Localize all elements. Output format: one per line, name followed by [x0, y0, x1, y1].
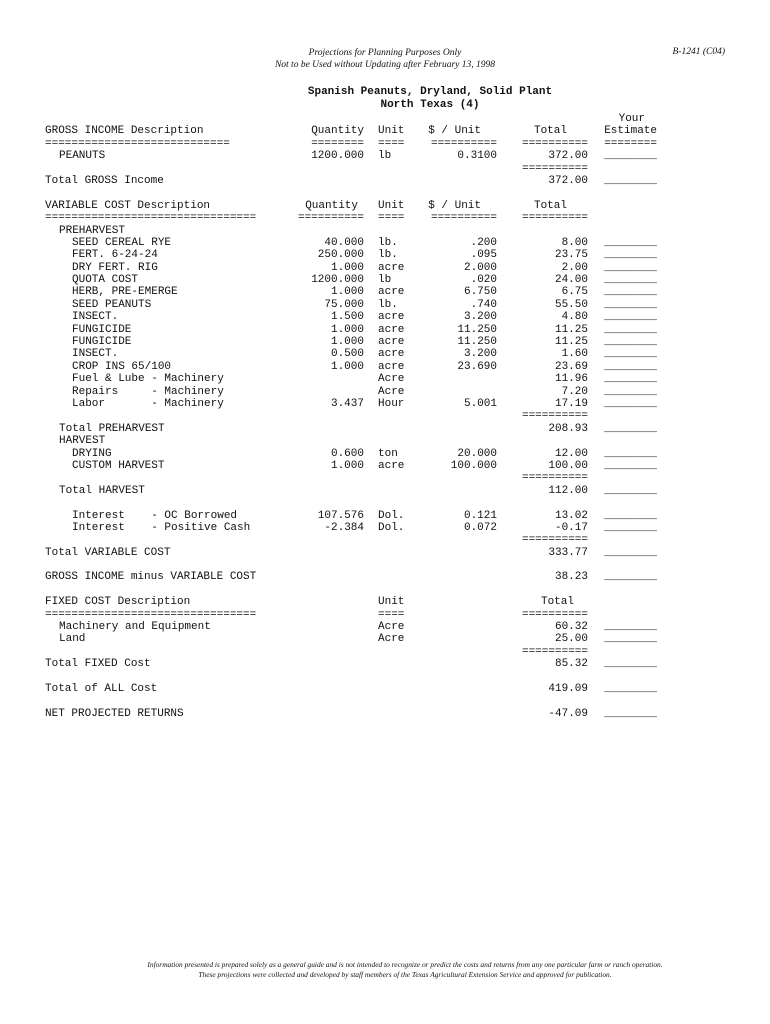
- budget-title: [0, 86, 770, 112]
- row-total: 100.00: [548, 459, 588, 472]
- total-variable-label: Total VARIABLE COST: [45, 546, 171, 559]
- row-unit: ton: [378, 447, 398, 460]
- row-unit: acre: [378, 360, 405, 373]
- row-desc: Repairs - Machinery: [72, 385, 224, 398]
- row-unit: acre: [378, 348, 405, 361]
- row-total: 4.80: [561, 311, 588, 324]
- rule: ====: [378, 608, 405, 621]
- estimate-blank[interactable]: ________: [604, 459, 657, 472]
- estimate-blank[interactable]: ________: [604, 348, 657, 361]
- estimate-blank[interactable]: ________: [604, 621, 657, 634]
- rule: ========: [604, 137, 657, 150]
- page-footer: [0, 960, 770, 980]
- row-desc: Land: [59, 633, 86, 646]
- row-total: 1.60: [561, 348, 588, 361]
- table-row: [45, 262, 665, 274]
- row-price: .200: [470, 236, 497, 249]
- col-desc-header: FIXED COST Description: [45, 596, 191, 609]
- row-total: 7.20: [561, 385, 588, 398]
- row-total: 8.00: [561, 236, 588, 249]
- row-unit: acre: [378, 323, 405, 336]
- separator: [45, 472, 665, 484]
- table-row: [45, 510, 665, 522]
- col-desc-header: VARIABLE COST Description: [45, 199, 211, 212]
- row-qty: 1.000: [330, 459, 364, 472]
- table-row: [45, 460, 665, 472]
- col-total-header: Total: [533, 125, 567, 138]
- row-price: 23.690: [457, 360, 497, 373]
- table-row: [45, 386, 665, 398]
- gross-minus-variable-value: 38.23: [554, 571, 588, 584]
- row-qty: 1.000: [330, 286, 364, 299]
- row-qty: 250.000: [317, 249, 364, 262]
- separator: [45, 163, 665, 175]
- fixed-cost-underline: [45, 609, 665, 621]
- row-unit: lb.: [378, 236, 398, 249]
- row-total: 23.69: [554, 360, 588, 373]
- section-label: PREHARVEST: [59, 224, 126, 237]
- row-total: 12.00: [554, 447, 588, 460]
- row-desc: PEANUTS: [59, 150, 106, 163]
- estimate-blank[interactable]: ________: [604, 150, 657, 163]
- rule: ==========: [521, 534, 588, 547]
- row-unit: acre: [378, 311, 405, 324]
- table-row: [45, 336, 665, 348]
- table-row: [45, 150, 665, 162]
- col-estimate-header: Estimate: [604, 125, 657, 138]
- col-qty-header: Quantity: [311, 125, 364, 138]
- estimate-blank[interactable]: ________: [604, 286, 657, 299]
- estimate-blank[interactable]: ________: [604, 298, 657, 311]
- total-fixed-value: 85.32: [554, 658, 588, 671]
- row-desc: Interest - OC Borrowed: [72, 509, 238, 522]
- row-total: 23.75: [554, 249, 588, 262]
- net-returns-label: NET PROJECTED RETURNS: [45, 707, 184, 720]
- table-row: [45, 621, 665, 633]
- rule: ====: [378, 137, 405, 150]
- row-unit: lb.: [378, 249, 398, 262]
- row-unit: acre: [378, 286, 405, 299]
- net-returns-row: [45, 708, 665, 720]
- total-all-cost-label: Total of ALL Cost: [45, 682, 158, 695]
- total-fixed-row: [45, 658, 665, 670]
- estimate-blank[interactable]: ________: [604, 682, 657, 695]
- variable-cost-header: [45, 200, 665, 212]
- row-unit: acre: [378, 261, 405, 274]
- row-qty: 107.576: [317, 509, 364, 522]
- table-row: [45, 373, 665, 385]
- separator: [45, 534, 665, 546]
- total-variable-row: [45, 547, 665, 559]
- row-desc: QUOTA COST: [72, 274, 139, 287]
- row-qty: 40.000: [324, 236, 364, 249]
- row-price: 11.250: [457, 336, 497, 349]
- row-total: 11.25: [554, 336, 588, 349]
- row-total: 25.00: [554, 633, 588, 646]
- total-preharvest-value: 208.93: [548, 422, 588, 435]
- row-unit: Dol.: [378, 509, 405, 522]
- table-row: [45, 633, 665, 645]
- col-qty-header: Quantity: [305, 199, 358, 212]
- estimate-blank[interactable]: ________: [604, 509, 657, 522]
- row-desc: INSECT.: [72, 311, 119, 324]
- row-qty: 1.000: [330, 336, 364, 349]
- row-unit: lb: [378, 274, 392, 287]
- rule: ==========: [430, 212, 497, 225]
- row-total: -0.17: [554, 521, 588, 534]
- row-desc: DRYING: [72, 447, 112, 460]
- estimate-blank[interactable]: ________: [604, 658, 657, 671]
- estimate-blank[interactable]: ________: [604, 707, 657, 720]
- row-qty: 75.000: [324, 298, 364, 311]
- estimate-blank[interactable]: ________: [604, 174, 657, 187]
- estimate-blank[interactable]: ________: [604, 373, 657, 386]
- total-all-cost-row: [45, 683, 665, 695]
- rule: ==========: [430, 137, 497, 150]
- row-qty: 1.000: [330, 261, 364, 274]
- row-unit: lb: [378, 150, 392, 163]
- estimate-blank[interactable]: ________: [604, 422, 657, 435]
- row-qty: 3.437: [330, 397, 364, 410]
- total-gross-row: [45, 175, 665, 187]
- estimate-blank[interactable]: ________: [604, 311, 657, 324]
- row-price: 3.200: [463, 348, 497, 361]
- total-harvest-value: 112.00: [548, 484, 588, 497]
- row-unit: Acre: [378, 633, 405, 646]
- row-price: .020: [470, 274, 497, 287]
- header-line-2: Not to be Used without Updating after February 13, 1998: [274, 60, 496, 70]
- total-fixed-label: Total FIXED Cost: [45, 658, 151, 671]
- estimate-blank[interactable]: ________: [604, 236, 657, 249]
- row-price: 20.000: [457, 447, 497, 460]
- rule: ========: [311, 137, 364, 150]
- row-desc: HERB, PRE-EMERGE: [72, 286, 178, 299]
- section-label: HARVEST: [59, 435, 106, 448]
- table-row: [45, 348, 665, 360]
- rule: ============================: [45, 137, 230, 150]
- estimate-blank[interactable]: ________: [604, 571, 657, 584]
- row-total: 24.00: [554, 274, 588, 287]
- row-desc: Machinery and Equipment: [59, 621, 211, 634]
- estimate-blank[interactable]: ________: [604, 385, 657, 398]
- row-desc: SEED PEANUTS: [72, 298, 152, 311]
- row-unit: Dol.: [378, 521, 405, 534]
- estimate-blank[interactable]: ________: [604, 633, 657, 646]
- row-desc: CROP INS 65/100: [72, 360, 172, 373]
- row-total: 6.75: [561, 286, 588, 299]
- row-price: 100.000: [450, 459, 497, 472]
- row-desc: FUNGICIDE: [72, 323, 132, 336]
- estimate-blank[interactable]: ________: [604, 261, 657, 274]
- estimate-blank[interactable]: ________: [604, 323, 657, 336]
- total-harvest-row: [45, 485, 665, 497]
- row-desc: FERT. 6-24-24: [72, 249, 158, 262]
- title-line-1: Spanish Peanuts, Dryland, Solid Plant: [307, 86, 553, 98]
- estimate-blank[interactable]: ________: [604, 336, 657, 349]
- row-price: 0.121: [463, 509, 497, 522]
- footer-line-1: Information presented is prepared solely as a general guide and is not intended to recognize or predict the costs and returns from any one particular farm or ranch operation.: [147, 960, 663, 969]
- separator: [45, 646, 665, 658]
- table-row: [45, 311, 665, 323]
- gross-income-header: [45, 125, 665, 137]
- row-unit: Acre: [378, 385, 405, 398]
- rule: ==========: [521, 472, 588, 485]
- estimate-blank[interactable]: ________: [604, 447, 657, 460]
- gross-minus-variable-row: [45, 571, 665, 583]
- row-unit: acre: [378, 459, 405, 472]
- col-price-header: $ / Unit: [428, 125, 481, 138]
- rule: ==========: [521, 645, 588, 658]
- fixed-cost-header: [45, 596, 665, 608]
- row-total: 2.00: [561, 261, 588, 274]
- estimate-blank[interactable]: ________: [604, 274, 657, 287]
- your-label: Your: [618, 113, 645, 125]
- gross-minus-variable-label: GROSS INCOME minus VARIABLE COST: [45, 571, 257, 584]
- variable-cost-underline: [45, 212, 665, 224]
- row-desc: DRY FERT. RIG: [72, 261, 158, 274]
- row-price: 5.001: [463, 397, 497, 410]
- table-row: [45, 274, 665, 286]
- row-total: 372.00: [548, 150, 588, 163]
- rule: ==========: [521, 608, 588, 621]
- row-price: 0.3100: [457, 150, 497, 163]
- row-desc: CUSTOM HARVEST: [72, 459, 165, 472]
- bulletin-code: B-1241 (C04): [672, 47, 725, 57]
- table-row: [45, 324, 665, 336]
- total-harvest-label: Total HARVEST: [59, 484, 145, 497]
- rule: ==========: [521, 410, 588, 423]
- row-total: 11.96: [554, 373, 588, 386]
- col-unit-header: Unit: [378, 199, 405, 212]
- table-row: [45, 299, 665, 311]
- row-desc: FUNGICIDE: [72, 336, 132, 349]
- rule: ==========: [521, 162, 588, 175]
- row-qty: 1.000: [330, 360, 364, 373]
- title-line-2: North Texas (4): [380, 99, 480, 111]
- table-row: [45, 361, 665, 373]
- header-line-1: Projections for Planning Purposes Only: [308, 48, 462, 58]
- row-price: 2.000: [463, 261, 497, 274]
- estimate-blank[interactable]: ________: [604, 521, 657, 534]
- rule: ================================: [45, 212, 257, 225]
- row-desc: Labor - Machinery: [72, 397, 224, 410]
- row-qty: 1.000: [330, 323, 364, 336]
- row-price: 11.250: [457, 323, 497, 336]
- row-desc: Fuel & Lube - Machinery: [72, 373, 224, 386]
- table-row: [45, 522, 665, 534]
- page-header: [0, 47, 770, 71]
- estimate-blank[interactable]: ________: [604, 484, 657, 497]
- budget-table: [45, 113, 665, 720]
- net-returns-value: -47.09: [548, 707, 588, 720]
- row-total: 11.25: [554, 323, 588, 336]
- total-preharvest-label: Total PREHARVEST: [59, 422, 165, 435]
- row-price: .740: [470, 298, 497, 311]
- rule: ====: [378, 212, 405, 225]
- row-desc: SEED CEREAL RYE: [72, 236, 172, 249]
- row-total: 17.19: [554, 397, 588, 410]
- row-qty: 0.500: [330, 348, 364, 361]
- row-total: 60.32: [554, 621, 588, 634]
- rule: ================================: [45, 608, 257, 621]
- total-gross-value: 372.00: [548, 174, 588, 187]
- row-unit: Acre: [378, 621, 405, 634]
- row-price: .095: [470, 249, 497, 262]
- row-desc: INSECT.: [72, 348, 119, 361]
- table-row: [45, 398, 665, 410]
- col-desc-header: GROSS INCOME Description: [45, 125, 204, 138]
- row-qty: 1200.000: [311, 274, 364, 287]
- preharvest-heading: [45, 225, 665, 237]
- gross-income-underline: [45, 138, 665, 150]
- row-unit: acre: [378, 336, 405, 349]
- col-price-header: $ / Unit: [428, 199, 481, 212]
- col-unit-header: Unit: [378, 596, 405, 609]
- rule: ==========: [297, 212, 364, 225]
- separator: [45, 410, 665, 422]
- estimate-blank[interactable]: ________: [604, 249, 657, 262]
- row-total: 13.02: [554, 509, 588, 522]
- row-price: 6.750: [463, 286, 497, 299]
- total-preharvest-row: [45, 423, 665, 435]
- row-total: 55.50: [554, 298, 588, 311]
- row-qty: -2.384: [324, 521, 364, 534]
- total-all-cost-value: 419.09: [548, 682, 588, 695]
- row-unit: lb.: [378, 298, 398, 311]
- table-row: [45, 249, 665, 261]
- table-row: [45, 448, 665, 460]
- row-unit: Hour: [378, 397, 405, 410]
- col-total-header: Total: [533, 199, 567, 212]
- col-unit-header: Unit: [378, 125, 405, 138]
- estimate-blank[interactable]: ________: [604, 360, 657, 373]
- col-total-header: Total: [540, 596, 574, 609]
- footer-line-2: These projections were collected and developed by staff members of the Texas Agricultural Extension Service and approved for publication.: [198, 970, 612, 979]
- total-gross-label: Total GROSS Income: [45, 174, 164, 187]
- row-desc: Interest - Positive Cash: [72, 521, 251, 534]
- table-row: [45, 286, 665, 298]
- total-variable-value: 333.77: [548, 546, 588, 559]
- row-qty: 1.500: [330, 311, 364, 324]
- row-price: 0.072: [463, 521, 497, 534]
- harvest-heading: [45, 435, 665, 447]
- row-qty: 1200.000: [311, 150, 364, 163]
- row-qty: 0.600: [330, 447, 364, 460]
- row-price: 3.200: [463, 311, 497, 324]
- rule: ==========: [521, 137, 588, 150]
- row-unit: Acre: [378, 373, 405, 386]
- estimate-blank[interactable]: ________: [604, 397, 657, 410]
- table-row: [45, 237, 665, 249]
- your-estimate-header-top: [45, 113, 665, 125]
- rule: ==========: [521, 212, 588, 225]
- estimate-blank[interactable]: ________: [604, 546, 657, 559]
